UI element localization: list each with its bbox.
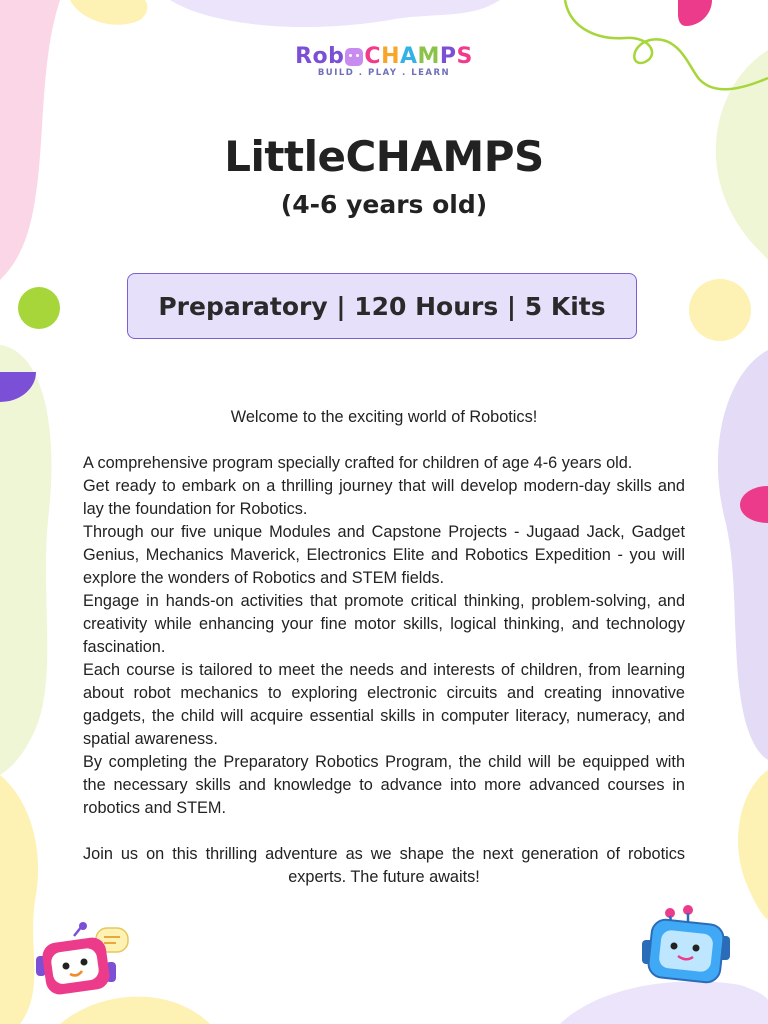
pink-robot-icon <box>30 922 134 998</box>
page-subtitle: (4-6 years old) <box>280 190 488 219</box>
welcome-line: Welcome to the exciting world of Robotics! <box>230 408 538 426</box>
body-paragraph: Engage in hands-on activities that promote critical thinking, problem-solving, and creativity while enhancing your fine motor skills, logical thinking, and technology fascination. <box>83 592 685 656</box>
spacer <box>83 820 685 843</box>
page-title: LittleCHAMPS <box>224 132 544 181</box>
blue-robot-icon <box>638 904 734 988</box>
description-body <box>83 406 685 889</box>
logo-robot-face-icon <box>345 48 363 66</box>
body-paragraph: Each course is tailored to meet the needs and interests of children, from learning about robot mechanics to exploring electronic circuits and creating innovative gadgets, the child will acquire essential skills in computer literacy, numeracy, and spatial awareness. <box>83 661 685 748</box>
lime-circle <box>18 287 60 329</box>
logo-robo-text: Rob <box>295 44 345 69</box>
left-green-blob <box>0 345 51 775</box>
logo-tagline: BUILD . PLAY . LEARN <box>317 68 451 78</box>
right-yellow-circle <box>689 279 751 341</box>
bottom-yellow-arc <box>60 997 210 1024</box>
body-paragraph: A comprehensive program specially crafted for children of age 4-6 years old. <box>83 454 633 472</box>
top-yellow-blob <box>70 0 147 25</box>
program-summary-text: Preparatory | 120 Hours | 5 Kits <box>158 291 606 321</box>
program-summary-banner <box>127 273 637 339</box>
body-paragraph: Through our five unique Modules and Capstone Projects - Jugaad Jack, Gadget Genius, Mechanics Maverick, Electronics Elite and Robotics Expedition - you will explore the wonders of Robotics and STEM fields. <box>83 523 685 587</box>
top-lavender-blob <box>170 0 500 27</box>
brand-logo <box>0 44 768 78</box>
body-paragraph: Get ready to embark on a thrilling journey that will develop modern-day skills and lay the foundation for Robotics. <box>83 477 685 518</box>
body-paragraph: By completing the Preparatory Robotics Program, the child will be equipped with the necessary skills and knowledge to advance into more advanced courses in robotics and STEM. <box>83 753 685 817</box>
right-lavender-blob <box>718 350 768 760</box>
closing-paragraph: Join us on this thrilling adventure as we shape the next generation of robotics experts. The future awaits! <box>83 845 685 886</box>
right-yellow-blob <box>738 770 768 920</box>
logo-wordmark: Rob CHAMPS <box>295 44 473 69</box>
top-right-magenta-shape <box>678 0 712 26</box>
